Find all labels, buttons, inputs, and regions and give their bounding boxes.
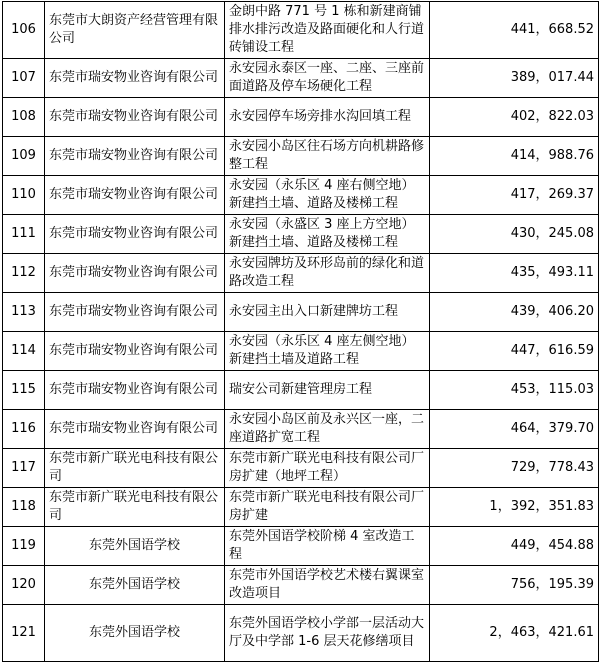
project-name: 东莞外国语学校阶梯 4 室改造工程 — [225, 527, 430, 566]
table-row — [3, 410, 599, 449]
unit-name: 东莞市瑞安物业咨询有限公司 — [45, 98, 225, 137]
project-name: 永安园小岛区往石场方向机耕路修整工程 — [225, 137, 430, 176]
project-name: 永安园牌坊及环形岛前的绿化和道路改造工程 — [225, 254, 430, 293]
unit-name: 东莞外国语学校 — [45, 527, 225, 566]
table-row — [3, 137, 599, 176]
project-name: 东莞市外国语学校艺术楼右翼课室改造项目 — [225, 566, 430, 605]
table-row — [3, 332, 599, 371]
amount: 417，269.37 — [430, 176, 599, 215]
amount: 430，245.08 — [430, 215, 599, 254]
project-name: 东莞市新广联光电科技有限公司厂房扩建 — [225, 488, 430, 527]
project-name: 永安园停车场旁排水沟回填工程 — [225, 98, 430, 137]
amount: 402，822.03 — [430, 98, 599, 137]
table-row — [3, 98, 599, 137]
unit-name: 东莞市瑞安物业咨询有限公司 — [45, 371, 225, 410]
table-row — [3, 293, 599, 332]
project-name: 瑞安公司新建管理房工程 — [225, 371, 430, 410]
row-number: 114 — [3, 332, 45, 371]
amount: 435，493.11 — [430, 254, 599, 293]
table-row — [3, 605, 599, 662]
unit-name: 东莞市新广联光电科技有限公司 — [45, 488, 225, 527]
unit-name: 东莞市瑞安物业咨询有限公司 — [45, 332, 225, 371]
amount: 464，379.70 — [430, 410, 599, 449]
row-number: 108 — [3, 98, 45, 137]
row-number: 111 — [3, 215, 45, 254]
table-row — [3, 254, 599, 293]
row-number: 115 — [3, 371, 45, 410]
project-name: 永安园主出入口新建牌坊工程 — [225, 293, 430, 332]
row-number: 119 — [3, 527, 45, 566]
table-row — [3, 2, 599, 59]
project-name: 金朗中路 771 号 1 栋和新建商铺排水排污改造及路面硬化和人行道砖铺设工程 — [225, 2, 430, 59]
row-number: 110 — [3, 176, 45, 215]
row-number: 106 — [3, 2, 45, 59]
project-name: 永安园（永盛区 3 座上方空地）新建挡土墙、道路及楼梯工程 — [225, 215, 430, 254]
table-row — [3, 371, 599, 410]
project-name: 永安园（永乐区 4 座右侧空地）新建挡土墙、道路及楼梯工程 — [225, 176, 430, 215]
row-number: 120 — [3, 566, 45, 605]
project-name: 永安园（永乐区 4 座左侧空地）新建挡土墙及道路工程 — [225, 332, 430, 371]
table-row — [3, 566, 599, 605]
row-number: 109 — [3, 137, 45, 176]
amount: 439，406.20 — [430, 293, 599, 332]
unit-name: 东莞市瑞安物业咨询有限公司 — [45, 215, 225, 254]
row-number: 116 — [3, 410, 45, 449]
unit-name: 东莞市瑞安物业咨询有限公司 — [45, 59, 225, 98]
amount: 441，668.52 — [430, 2, 599, 59]
unit-name: 东莞市瑞安物业咨询有限公司 — [45, 137, 225, 176]
row-number: 118 — [3, 488, 45, 527]
amount: 449，454.88 — [430, 527, 599, 566]
table-row — [3, 176, 599, 215]
amount: 1，392，351.83 — [430, 488, 599, 527]
project-table — [2, 1, 599, 662]
row-number: 107 — [3, 59, 45, 98]
amount: 447，616.59 — [430, 332, 599, 371]
unit-name: 东莞外国语学校 — [45, 566, 225, 605]
project-name: 永安园永泰区一座、二座、三座前面道路及停车场硬化工程 — [225, 59, 430, 98]
amount: 756，195.39 — [430, 566, 599, 605]
unit-name: 东莞外国语学校 — [45, 605, 225, 662]
unit-name: 东莞市瑞安物业咨询有限公司 — [45, 254, 225, 293]
project-name: 东莞市新广联光电科技有限公司厂房扩建（地坪工程） — [225, 449, 430, 488]
table-row — [3, 527, 599, 566]
table-row — [3, 215, 599, 254]
table-row — [3, 449, 599, 488]
project-name: 永安园小岛区前及永兴区一座，二座道路扩宽工程 — [225, 410, 430, 449]
amount: 389，017.44 — [430, 59, 599, 98]
amount: 414，988.76 — [430, 137, 599, 176]
unit-name: 东莞市瑞安物业咨询有限公司 — [45, 176, 225, 215]
row-number: 113 — [3, 293, 45, 332]
table-row — [3, 488, 599, 527]
amount: 729，778.43 — [430, 449, 599, 488]
table-row — [3, 59, 599, 98]
amount: 2，463，421.61 — [430, 605, 599, 662]
amount: 453，115.03 — [430, 371, 599, 410]
unit-name: 东莞市大朗资产经营管理有限公司 — [45, 2, 225, 59]
unit-name: 东莞市瑞安物业咨询有限公司 — [45, 410, 225, 449]
row-number: 117 — [3, 449, 45, 488]
unit-name: 东莞市新广联光电科技有限公司 — [45, 449, 225, 488]
unit-name: 东莞市瑞安物业咨询有限公司 — [45, 293, 225, 332]
project-name: 东莞外国语学校小学部一层活动大厅及中学部 1-6 层天花修缮项目 — [225, 605, 430, 662]
row-number: 112 — [3, 254, 45, 293]
row-number: 121 — [3, 605, 45, 662]
